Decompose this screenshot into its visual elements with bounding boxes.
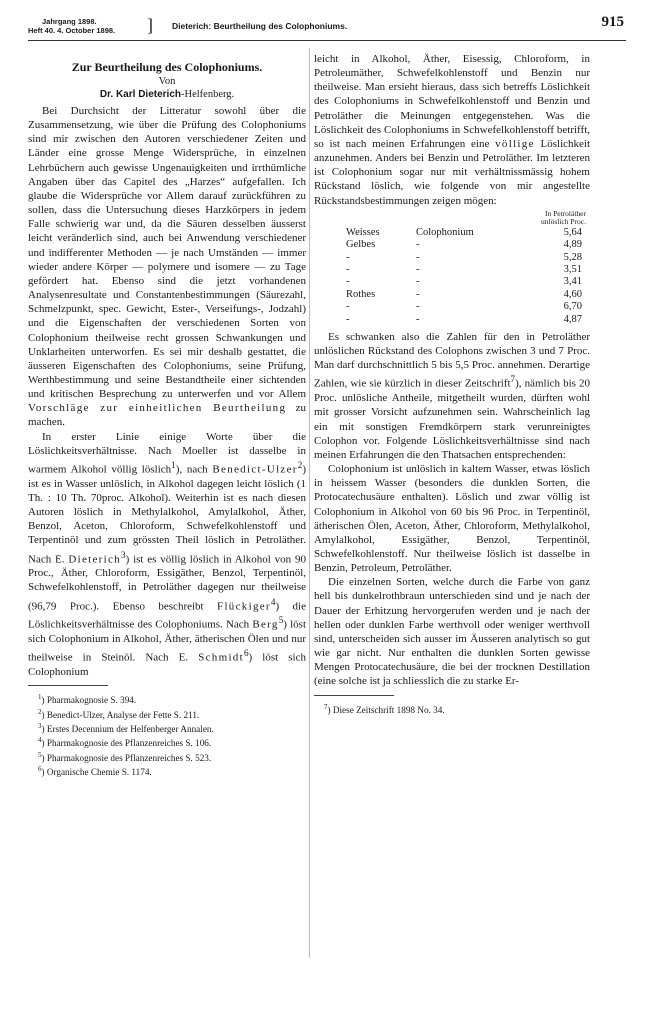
cited-author: Schmidt — [198, 652, 244, 665]
table-row: - - 5,28 — [346, 251, 582, 263]
table-row: - - 4,87 — [346, 313, 582, 325]
footnote-ref: 4 — [270, 596, 276, 607]
footnote-ref: 3 — [120, 549, 126, 560]
table-row: Rothes - 4,60 — [346, 288, 582, 300]
header-issue: Heft 40. 4. October 1898. — [28, 26, 116, 35]
header-bracket: ] — [147, 15, 153, 35]
table-row: - - 3,41 — [346, 276, 582, 288]
footnote-rule — [314, 695, 394, 696]
left-column — [28, 52, 306, 779]
table-row: Gelbes - 4,89 — [346, 239, 582, 251]
author-name: Dr. Karl Dieterich — [99, 89, 181, 100]
cited-author: Flückiger — [217, 600, 271, 613]
footnote: $^1$) Pharmakognosie S. 394. — [38, 693, 137, 706]
footnote-rule — [28, 685, 108, 686]
footnote: $^2$) Benedict-Ulzer, Analyse der Fette S. 211. — [38, 707, 200, 720]
cited-author: Dieterich — [68, 553, 121, 566]
footnote-ref: 6 — [243, 648, 249, 659]
header-rule — [28, 40, 626, 41]
article-title: Zur Beurtheilung des Colophoniums. — [71, 60, 263, 74]
paragraph: leicht in Alkohol, Äther, Eisessig, Chloroform, in Petroleumäther, Schwefelkohlenstoff und Benzin nur theilweise. Man ersieht hieraus, dass sich betreffs Löslichkeit des Colophoniums in Schwefelkohlenstoff und Benzin und Petroläther die Meinungen entgegenstehen. Was die Löslichkeit des Colophoniums in Schwefelkohlenstoff betrifft, so ist nach meinen Erfahrungen eine völlige Löslichkeit anzunehmen. Anders bei Benzin und Petroläther. Im letzteren ist Colophonium sogar nur mit verhältnissmässig hohem Rückstand löslich, wie folgende von mir angestellte Rückstandsbestimmungen zeigen mögen: — [314, 53, 591, 207]
column-divider — [309, 48, 310, 958]
spaced-emphasis: völlige — [495, 137, 535, 150]
paragraph: In erster Linie einige Worte über die Löslichkeitsverhältnisse. Nach Moeller ist dasselbe in warmem Alkohol völlig löslich$^1$), nach Benedict-Ulzer$^2$) ist es in Wasser unlöslich, in Alkohol dagegen leicht löslich (1 Th. : 10 Th. 70proc. Alkohol). Weiterhin ist es nach diesen Autoren löslich in Methylalkohol, Amylalkohol, Äther, Benzol, Aceton, Chloroform, Schwefelkohlenstoff und Terpentinöl und zum grössten Theil löslich in Petroläther. Nach E. Dieterich$^3$) ist es völlig löslich in Alkohol von 90 Proc., Äther, Chloroform, Essigäther, Benzol, Terpentinöl, Schwefelkohlenstoff, in Petroläther dagegen nur theilweise (96,79 Proc.). Ebenso beschreibt Flückiger$^4$) die Löslichkeitsverhältnisse des Colophoniums. Nach Berg$^5$) löst sich Colophonium in Alkohol, Äther, ätherischen Ölen und nur theilweise in Steinöl. Nach E. Schmidt$^6$) löst sich Colophonium — [28, 430, 307, 679]
footnote-ref: 2 — [297, 459, 303, 470]
table-row: - - 3,51 — [346, 263, 582, 275]
article-by: Von — [158, 76, 176, 87]
footnote: $^7$) Diese Zeitschrift 1898 No. 34. — [324, 702, 445, 715]
footnote-ref: 5 — [278, 615, 284, 626]
table-header: In Petroläther unlöslich Proc. — [541, 208, 586, 227]
spaced-emphasis: Vorschläge zur einheitlichen Beurtheilung — [28, 402, 287, 415]
header-year: Jahrgang 1898. — [42, 17, 97, 26]
footnotes — [28, 692, 306, 778]
footnote: $^3$) Erstes Decennium der Helfenberger Annalen. — [38, 722, 214, 735]
article-author — [28, 88, 306, 102]
paragraph: Es schwanken also die Zahlen für den in Petroläther unlöslichen Rückstand des Colophons zwischen 3 und 7 Proc. Man darf durchschnittlich 5 bis 5,5 Proc. annehmen. Derartige Zahlen, wie sie kürzlich in dieser Zeitschrift$^7$), nämlich bis 20 Proc. unlösliche Antheile, mitgetheilt wurden, dürften wohl mit grosser Vorsicht aufzunehmen sein. Wahrscheinlich lag ein mit sonstigen Fremdkörpern stark verunreinigtes Colophon vor. Folgende Löslichkeitsverhältnisse sind nach meinen Erfahrungen die den Thatsachen entsprechenden: — [314, 330, 590, 461]
footnote: $^4$) Pharmakognosie des Pflanzenreiches S. 106. — [38, 736, 212, 749]
residue-table — [314, 210, 590, 326]
right-column — [314, 52, 590, 716]
table-row: - - 6,70 — [346, 301, 582, 313]
author-place: -Helfenberg. — [181, 89, 235, 100]
header-issue-info — [28, 17, 115, 35]
cited-author: Benedict-Ulzer — [212, 463, 298, 476]
running-title: Dieterich: Beurtheilung des Colophoniums. — [172, 21, 348, 31]
footnote: $^6$) Organische Chemie S. 1174. — [38, 765, 152, 778]
paragraph: Bei Durchsicht der Litteratur sowohl über die Zusammensetzung, wie über die Prüfung des Colophoniums sind mir zwischen den Autoren verschiedener Zeiten und Länder eine grosse Menge Widersprüche, in einzelnen Lehrbüchern auch gewisse Ungenauigkeiten und irrthümliche Angaben über das Capitel des „Harzes“ aufgefallen. Ich glaube die Widersprüche vor Allem darauf zurückführen zu sollen, dass die Untersuchung dieses Harzkörpers in jedem Falle schwierig war und, da die Säuren desselben äusserst leicht veränderlich sind, auch bei Anwendung verschiedener und indifferenter Methoden — je nach Umständen — immer wieder andere Körper — polymere und isomere — zu Tage gefördert hat. Ebenso sind die jetzt vorhandenen Analysenresultate und Constantenbestimmungen (Säurezahl, Schmelzpunkt, spec. Gewicht, Ester-, Verseifungs-, Jodzahl) und die Eigenschaften der verschiedenen Sorten von Colophonium theilweise recht grossen Schwankungen und Unklarheiten unterworfen. Es sei mir deshalb gestattet, die äusseren Eigenschaften des Colophoniums, seine Prüfung, Werthbestimmung und seine Bestandtheile einer sichtenden und kritischen Besprechung zu unterwerfen und vor Allem Vorschläge zur einheitlichen Beurtheilung zu machen. — [28, 105, 306, 429]
footnote-ref: 1 — [171, 459, 176, 470]
table-row: Weisses Colophonium 5,64 — [346, 226, 582, 238]
page-number: 915 — [601, 14, 624, 30]
paragraph: Die einzelnen Sorten, welche durch die Farbe von ganz hell bis dunkelrothbraun unterschieden sind und je nach der Dauer der Erhitzung hervorgerufen werden und je nach der hellen oder dunklen Farbe werthvoll oder weniger werthvoll sind, unterscheiden sich ausser im Äusseren analytisch so gut wie gar nicht. Nur enthalten die dunklen Sorten gewisse Mengen Protocatechusäure, die bei der trocknen Destillation (eine solche ist ja schliesslich die zu starke Er- — [314, 576, 590, 688]
footnote-ref: 7 — [510, 374, 516, 385]
cited-author: Berg — [252, 619, 279, 632]
paragraph: Colophonium ist unlöslich in kaltem Wasser, etwas löslich in heissem Wasser (besonders die dunklen Sorten, die Protocatechusäure enthalten). Löslich und zwar völlig ist Colophonium in Alkohol von 60 bis 96 Proc. in Terpentinöl, ätherischen Ölen, Aceton, Äther, Chloroform, Methylalkohol, Amylalkohol, Essigäther, Benzol, Terpentinöl, Schwefelkohlenstoff. Nur theilweise löslich ist dasselbe in Benzin, Petroleum, Petroläther. — [314, 463, 590, 575]
footnote: $^5$) Pharmakognosie des Pflanzenreiches S. 523. — [38, 750, 212, 763]
